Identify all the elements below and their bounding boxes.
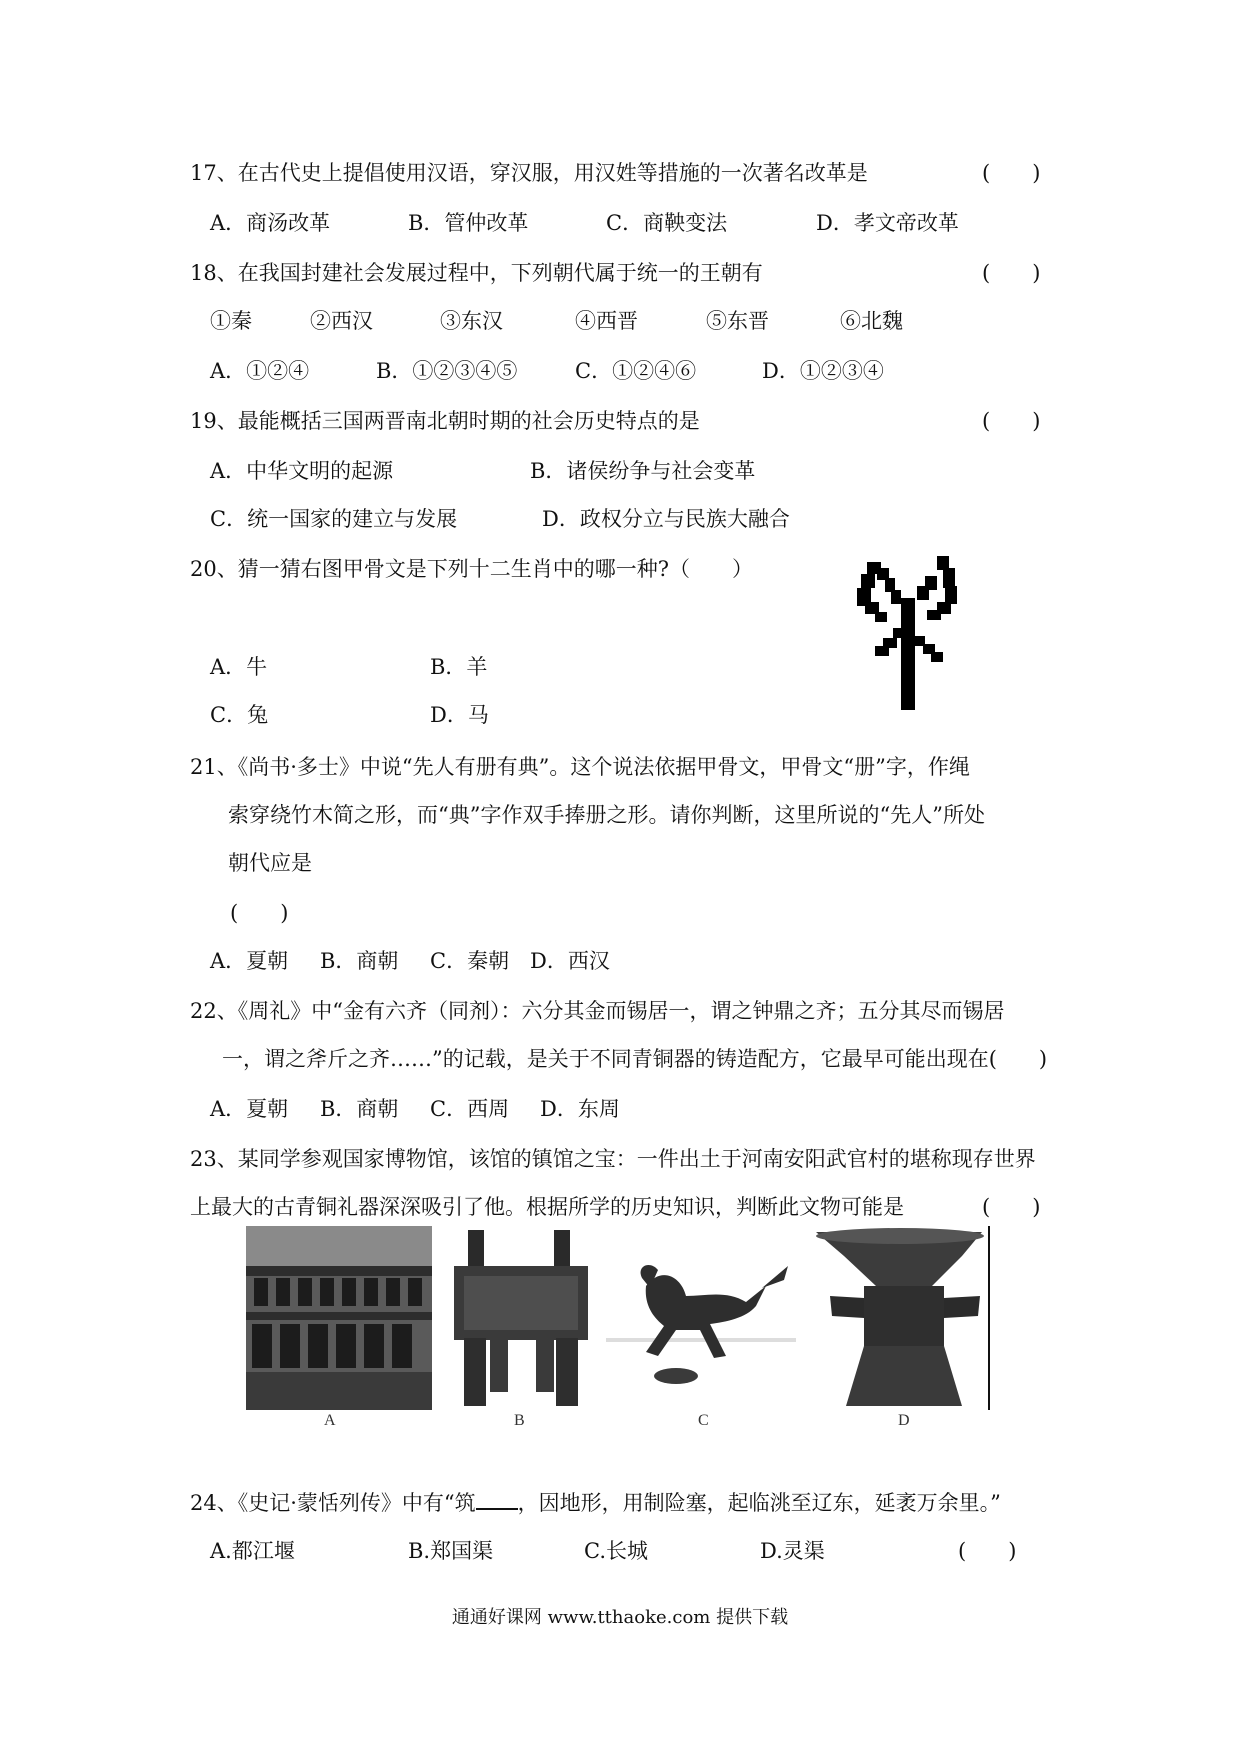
q18-item-4: ④西晋 [575, 309, 638, 333]
oracle-bone-glyph-image [853, 552, 963, 712]
artifact-d-zun-vessel-image [812, 1226, 996, 1410]
q22-option-c: C．西周 [430, 1097, 510, 1121]
answer-paren-24: ( ) [958, 1539, 1017, 1563]
question-21-line-3: 朝代应是 [228, 851, 312, 875]
answer-paren-19: ( ) [982, 409, 1041, 433]
q19-option-a: A．中华文明的起源 [210, 459, 394, 483]
q18-option-b: B．①②③④⑤ [376, 359, 518, 383]
question-20: 20、猜一猜右图甲骨文是下列十二生肖中的哪一种?（ ） [190, 557, 753, 581]
q18-item-6: ⑥北魏 [840, 309, 903, 333]
question-18: 18、在我国封建社会发展过程中，下列朝代属于统一的王朝有 [190, 261, 763, 285]
q20-option-c: C．兔 [210, 703, 269, 727]
q20-option-d: D．马 [430, 703, 489, 727]
q24-option-a: A.都江堰 [210, 1539, 295, 1563]
question-24-text-after: ，因地形，用制险塞，起临洮至辽东，延袤万余里。” [517, 1491, 1001, 1515]
bronze-artifacts-image-strip [246, 1226, 996, 1436]
q24-option-c: C.长城 [584, 1539, 648, 1563]
q24-option-d: D.灵渠 [760, 1539, 825, 1563]
q20-option-a: A．牛 [210, 655, 268, 679]
artifact-label-a: A [324, 1412, 336, 1429]
question-23-line-2: 上最大的古青铜礼器深深吸引了他。根据所学的历史知识，判断此文物可能是 [190, 1195, 904, 1219]
question-23-line-1: 23、某同学参观国家博物馆，该馆的镇馆之宝：一件出土于河南安阳武官村的堪称现存世界 [190, 1147, 1036, 1171]
q21-option-d: D．西汉 [530, 949, 610, 973]
question-22-line-2: 一，谓之斧斤之齐……”的记载，是关于不同青铜器的铸造配方，它最早可能出现在( ) [222, 1047, 1048, 1071]
answer-paren-21: ( ) [230, 901, 289, 925]
q18-item-3: ③东汉 [440, 309, 503, 333]
q19-option-c: C．统一国家的建立与发展 [210, 507, 458, 531]
q22-option-a: A．夏朝 [210, 1097, 289, 1121]
q21-option-a: A．夏朝 [210, 949, 289, 973]
page-footer: 通通好课网 www.tthaoke.com 提供下载 [451, 1607, 789, 1628]
q22-option-d: D．东周 [540, 1097, 620, 1121]
answer-paren-17: ( ) [982, 161, 1041, 185]
answer-paren-18: ( ) [982, 261, 1041, 285]
q24-option-b: B.郑国渠 [408, 1539, 494, 1563]
question-21-line-2: 索穿绕竹木简之形，而“典”字作双手捧册之形。请你判断，这里所说的“先人”所处 [228, 803, 985, 827]
q18-item-1: ①秦 [210, 309, 252, 333]
artifact-label-d: D [898, 1412, 910, 1429]
artifact-label-b: B [514, 1412, 525, 1429]
answer-paren-23: ( ) [982, 1195, 1041, 1219]
question-24-text-before: 24、《史记·蒙恬列传》中有“筑 [190, 1491, 476, 1515]
q17-option-c: C．商鞅变法 [606, 211, 728, 235]
q17-option-d: D．孝文帝改革 [816, 211, 959, 235]
q22-option-b: B．商朝 [320, 1097, 399, 1121]
fill-in-blank [476, 1486, 518, 1510]
artifact-label-c: C [698, 1412, 709, 1429]
q17-option-b: B．管仲改革 [408, 211, 529, 235]
question-19: 19、最能概括三国两晋南北朝时期的社会历史特点的是 [190, 409, 700, 433]
q20-option-b: B．羊 [430, 655, 488, 679]
artifact-b-ding-image [446, 1226, 596, 1410]
q18-option-c: C．①②④⑥ [575, 359, 697, 383]
q18-item-5: ⑤东晋 [706, 309, 769, 333]
q21-option-b: B．商朝 [320, 949, 399, 973]
q19-option-b: B．诸侯纷争与社会变革 [530, 459, 756, 483]
q19-option-d: D．政权分立与民族大融合 [542, 507, 790, 531]
q18-option-a: A．①②④ [210, 359, 310, 383]
q17-option-a: A．商汤改革 [210, 211, 331, 235]
question-24 [190, 1486, 1001, 1518]
question-17: 17、在古代史上提倡使用汉语，穿汉服，用汉姓等措施的一次著名改革是 [190, 161, 868, 185]
question-21-line-1: 21、《尚书·多士》中说“先人有册有典”。这个说法依据甲骨文，甲骨文“册”字，作绳 [190, 755, 970, 779]
q21-option-c: C．秦朝 [430, 949, 510, 973]
artifact-c-galloping-horse-image [606, 1226, 796, 1410]
question-22-line-1: 22、《周礼》中“金有六齐（同剂）：六分其金而锡居一，谓之钟鼎之齐；五分其尽而锡居 [190, 999, 1005, 1023]
artifact-a-chime-bells-image [246, 1226, 432, 1410]
q18-option-d: D．①②③④ [762, 359, 884, 383]
q18-item-2: ②西汉 [310, 309, 373, 333]
